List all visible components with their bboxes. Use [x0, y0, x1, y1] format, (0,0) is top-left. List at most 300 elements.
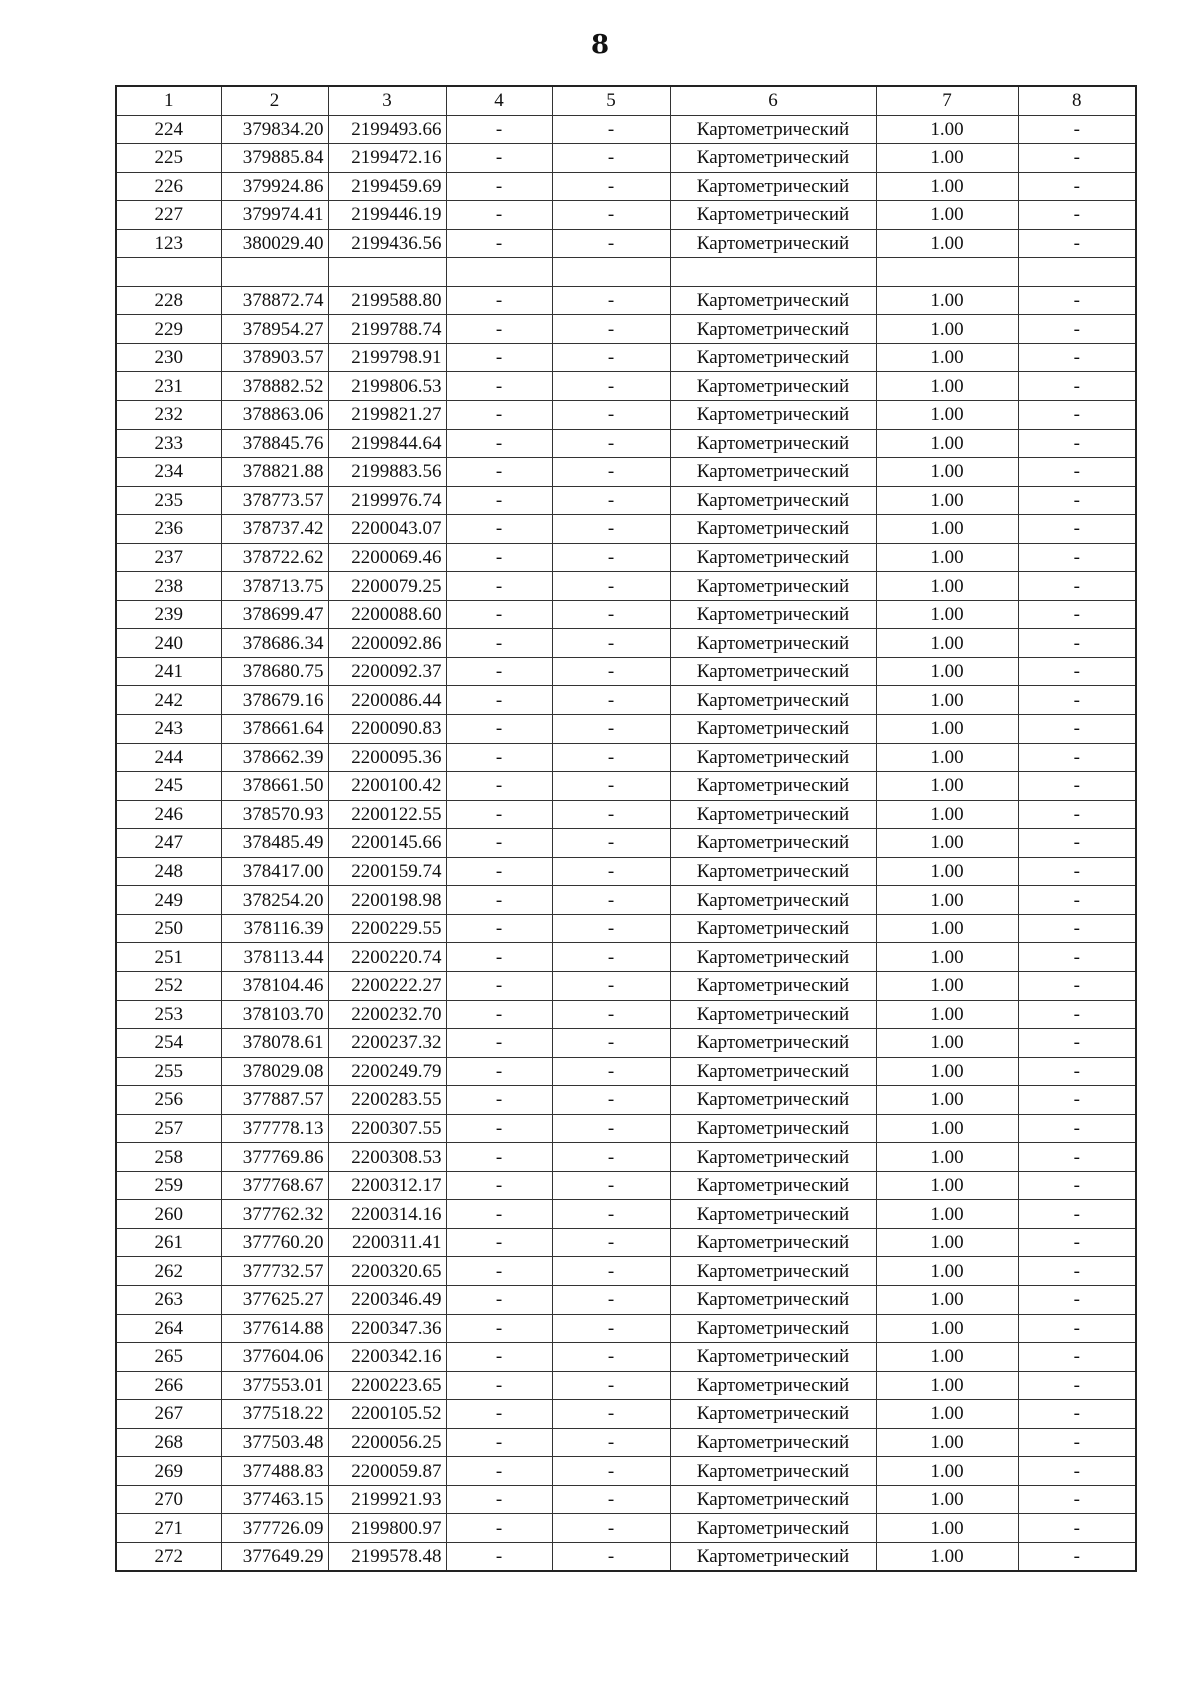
- method-cell: Картометрический: [670, 772, 876, 801]
- method-cell: Картометрический: [670, 315, 876, 344]
- accuracy-cell: 1.00: [876, 1114, 1018, 1143]
- col8-cell: -: [1018, 144, 1136, 173]
- table-row: [116, 543, 1136, 572]
- y-coordinate-cell: 2199821.27: [328, 401, 446, 430]
- table-row: [116, 1343, 1136, 1372]
- col8-cell: -: [1018, 971, 1136, 1000]
- table-row: [116, 657, 1136, 686]
- col5-cell: -: [552, 1000, 670, 1029]
- x-coordinate-cell: 380029.40: [221, 229, 328, 258]
- col8-cell: -: [1018, 943, 1136, 972]
- point-number-cell: 237: [116, 543, 221, 572]
- accuracy-cell: 1.00: [876, 315, 1018, 344]
- y-coordinate-cell: 2199806.53: [328, 372, 446, 401]
- point-number-cell: 260: [116, 1200, 221, 1229]
- method-cell: Картометрический: [670, 1314, 876, 1343]
- accuracy-cell: 1.00: [876, 1057, 1018, 1086]
- col8-cell: -: [1018, 1114, 1136, 1143]
- method-cell: Картометрический: [670, 1228, 876, 1257]
- method-cell: Картометрический: [670, 1029, 876, 1058]
- col4-cell: -: [446, 1086, 552, 1115]
- accuracy-cell: 1.00: [876, 1000, 1018, 1029]
- table-row: [116, 343, 1136, 372]
- point-number-cell: 264: [116, 1314, 221, 1343]
- col8-cell: -: [1018, 401, 1136, 430]
- x-coordinate-cell: 378254.20: [221, 886, 328, 915]
- column-header: 8: [1018, 86, 1136, 115]
- accuracy-cell: 1.00: [876, 115, 1018, 144]
- point-number-cell: 244: [116, 743, 221, 772]
- table-row: [116, 1257, 1136, 1286]
- table-row: [116, 1057, 1136, 1086]
- y-coordinate-cell: 2199788.74: [328, 315, 446, 344]
- col5-cell: -: [552, 429, 670, 458]
- method-cell: Картометрический: [670, 971, 876, 1000]
- table-row: [116, 857, 1136, 886]
- accuracy-cell: 1.00: [876, 829, 1018, 858]
- accuracy-cell: 1.00: [876, 1457, 1018, 1486]
- col5-cell: -: [552, 1428, 670, 1457]
- x-coordinate-cell: 377463.15: [221, 1485, 328, 1514]
- point-number-cell: 258: [116, 1143, 221, 1172]
- point-number-cell: 265: [116, 1343, 221, 1372]
- point-number-cell: 272: [116, 1542, 221, 1571]
- col4-cell: -: [446, 1314, 552, 1343]
- y-coordinate-cell: 2200056.25: [328, 1428, 446, 1457]
- x-coordinate-cell: 378713.75: [221, 572, 328, 601]
- method-cell: Картометрический: [670, 1143, 876, 1172]
- col8-cell: -: [1018, 115, 1136, 144]
- col8-cell: -: [1018, 629, 1136, 658]
- method-cell: Картометрический: [670, 229, 876, 258]
- accuracy-cell: 1.00: [876, 971, 1018, 1000]
- y-coordinate-cell: 2200223.65: [328, 1371, 446, 1400]
- x-coordinate-cell: 377732.57: [221, 1257, 328, 1286]
- col8-cell: -: [1018, 743, 1136, 772]
- col4-cell: [446, 258, 552, 287]
- col5-cell: -: [552, 1029, 670, 1058]
- col4-cell: -: [446, 971, 552, 1000]
- col4-cell: -: [446, 1114, 552, 1143]
- col4-cell: -: [446, 1257, 552, 1286]
- point-number-cell: 227: [116, 201, 221, 230]
- col5-cell: -: [552, 1086, 670, 1115]
- accuracy-cell: 1.00: [876, 743, 1018, 772]
- x-coordinate-cell: 377769.86: [221, 1143, 328, 1172]
- x-coordinate-cell: 378686.34: [221, 629, 328, 658]
- point-number-cell: 269: [116, 1457, 221, 1486]
- x-coordinate-cell: 379974.41: [221, 201, 328, 230]
- table-row: [116, 515, 1136, 544]
- col8-cell: -: [1018, 543, 1136, 572]
- y-coordinate-cell: 2199446.19: [328, 201, 446, 230]
- method-cell: Картометрический: [670, 600, 876, 629]
- point-number-cell: 232: [116, 401, 221, 430]
- point-number-cell: 257: [116, 1114, 221, 1143]
- method-cell: Картометрический: [670, 943, 876, 972]
- x-coordinate-cell: 378661.64: [221, 715, 328, 744]
- point-number-cell: 252: [116, 971, 221, 1000]
- accuracy-cell: 1.00: [876, 772, 1018, 801]
- y-coordinate-cell: 2200159.74: [328, 857, 446, 886]
- col4-cell: -: [446, 1171, 552, 1200]
- col4-cell: -: [446, 515, 552, 544]
- y-coordinate-cell: 2200079.25: [328, 572, 446, 601]
- method-cell: Картометрический: [670, 629, 876, 658]
- column-header: 5: [552, 86, 670, 115]
- point-number-cell: 224: [116, 115, 221, 144]
- y-coordinate-cell: 2199493.66: [328, 115, 446, 144]
- accuracy-cell: 1.00: [876, 1171, 1018, 1200]
- table-row: [116, 715, 1136, 744]
- x-coordinate-cell: 378104.46: [221, 971, 328, 1000]
- accuracy-cell: 1.00: [876, 1542, 1018, 1571]
- accuracy-cell: 1.00: [876, 201, 1018, 230]
- table-row: [116, 743, 1136, 772]
- accuracy-cell: 1.00: [876, 914, 1018, 943]
- y-coordinate-cell: 2199588.80: [328, 286, 446, 315]
- col4-cell: -: [446, 629, 552, 658]
- point-number-cell: 245: [116, 772, 221, 801]
- y-coordinate-cell: 2200122.55: [328, 800, 446, 829]
- y-coordinate-cell: 2199459.69: [328, 172, 446, 201]
- accuracy-cell: 1.00: [876, 372, 1018, 401]
- method-cell: Картометрический: [670, 144, 876, 173]
- col8-cell: -: [1018, 315, 1136, 344]
- col5-cell: -: [552, 1485, 670, 1514]
- table-row: [116, 1428, 1136, 1457]
- col5-cell: -: [552, 1542, 670, 1571]
- col4-cell: -: [446, 1485, 552, 1514]
- point-number-cell: 238: [116, 572, 221, 601]
- col5-cell: [552, 258, 670, 287]
- point-number-cell: 229: [116, 315, 221, 344]
- y-coordinate-cell: 2199578.48: [328, 1542, 446, 1571]
- point-number-cell: 234: [116, 458, 221, 487]
- method-cell: Картометрический: [670, 886, 876, 915]
- col5-cell: -: [552, 857, 670, 886]
- x-coordinate-cell: 378485.49: [221, 829, 328, 858]
- method-cell: Картометрический: [670, 572, 876, 601]
- point-number-cell: 253: [116, 1000, 221, 1029]
- table-row: [116, 429, 1136, 458]
- point-number-cell: 267: [116, 1400, 221, 1429]
- point-number-cell: 263: [116, 1285, 221, 1314]
- col8-cell: -: [1018, 1171, 1136, 1200]
- point-number-cell: 255: [116, 1057, 221, 1086]
- col4-cell: -: [446, 1228, 552, 1257]
- method-cell: Картометрический: [670, 343, 876, 372]
- x-coordinate-cell: 379885.84: [221, 144, 328, 173]
- method-cell: Картометрический: [670, 1343, 876, 1372]
- point-number-cell: 231: [116, 372, 221, 401]
- col4-cell: -: [446, 229, 552, 258]
- col5-cell: -: [552, 543, 670, 572]
- x-coordinate-cell: 377503.48: [221, 1428, 328, 1457]
- col5-cell: -: [552, 1143, 670, 1172]
- accuracy-cell: 1.00: [876, 572, 1018, 601]
- x-coordinate-cell: 378680.75: [221, 657, 328, 686]
- x-coordinate-cell: 378863.06: [221, 401, 328, 430]
- col4-cell: -: [446, 1000, 552, 1029]
- accuracy-cell: 1.00: [876, 401, 1018, 430]
- col8-cell: -: [1018, 1485, 1136, 1514]
- col4-cell: -: [446, 458, 552, 487]
- x-coordinate-cell: 378570.93: [221, 800, 328, 829]
- table-row: [116, 401, 1136, 430]
- method-cell: Картометрический: [670, 429, 876, 458]
- table-row: [116, 971, 1136, 1000]
- table-row: [116, 772, 1136, 801]
- x-coordinate-cell: 378078.61: [221, 1029, 328, 1058]
- col5-cell: -: [552, 686, 670, 715]
- method-cell: Картометрический: [670, 800, 876, 829]
- method-cell: Картометрический: [670, 1257, 876, 1286]
- table-row: [116, 258, 1136, 287]
- x-coordinate-cell: 378954.27: [221, 315, 328, 344]
- y-coordinate-cell: 2200249.79: [328, 1057, 446, 1086]
- col5-cell: -: [552, 1343, 670, 1372]
- method-cell: Картометрический: [670, 201, 876, 230]
- col5-cell: -: [552, 600, 670, 629]
- col4-cell: -: [446, 772, 552, 801]
- x-coordinate-cell: 377518.22: [221, 1400, 328, 1429]
- accuracy-cell: 1.00: [876, 1343, 1018, 1372]
- col5-cell: -: [552, 401, 670, 430]
- col4-cell: -: [446, 1371, 552, 1400]
- accuracy-cell: 1.00: [876, 857, 1018, 886]
- y-coordinate-cell: [328, 258, 446, 287]
- point-number-cell: 259: [116, 1171, 221, 1200]
- point-number-cell: 246: [116, 800, 221, 829]
- point-number-cell: [116, 258, 221, 287]
- col5-cell: -: [552, 1285, 670, 1314]
- point-number-cell: 233: [116, 429, 221, 458]
- column-header: 2: [221, 86, 328, 115]
- col5-cell: -: [552, 971, 670, 1000]
- method-cell: Картометрический: [670, 857, 876, 886]
- point-number-cell: 225: [116, 144, 221, 173]
- y-coordinate-cell: 2199976.74: [328, 486, 446, 515]
- table-row: [116, 886, 1136, 915]
- point-number-cell: 249: [116, 886, 221, 915]
- page-number: 8: [590, 30, 610, 60]
- col8-cell: -: [1018, 829, 1136, 858]
- col5-cell: -: [552, 800, 670, 829]
- col4-cell: -: [446, 144, 552, 173]
- accuracy-cell: 1.00: [876, 800, 1018, 829]
- method-cell: Картометрический: [670, 743, 876, 772]
- table-row: [116, 201, 1136, 230]
- table-row: [116, 1228, 1136, 1257]
- accuracy-cell: 1.00: [876, 600, 1018, 629]
- x-coordinate-cell: 378737.42: [221, 515, 328, 544]
- method-cell: Картометрический: [670, 657, 876, 686]
- col8-cell: -: [1018, 1371, 1136, 1400]
- col8-cell: -: [1018, 1457, 1136, 1486]
- col5-cell: -: [552, 572, 670, 601]
- point-number-cell: 248: [116, 857, 221, 886]
- column-header: 7: [876, 86, 1018, 115]
- col4-cell: -: [446, 286, 552, 315]
- table-row: [116, 229, 1136, 258]
- table-row: [116, 1514, 1136, 1543]
- method-cell: Картометрический: [670, 1542, 876, 1571]
- point-number-cell: 247: [116, 829, 221, 858]
- x-coordinate-cell: 378113.44: [221, 943, 328, 972]
- header-row: [116, 86, 1136, 115]
- accuracy-cell: 1.00: [876, 1514, 1018, 1543]
- x-coordinate-cell: 378845.76: [221, 429, 328, 458]
- col5-cell: -: [552, 743, 670, 772]
- col4-cell: -: [446, 886, 552, 915]
- accuracy-cell: 1.00: [876, 1086, 1018, 1115]
- method-cell: [670, 258, 876, 287]
- method-cell: Картометрический: [670, 1428, 876, 1457]
- col4-cell: -: [446, 829, 552, 858]
- col8-cell: -: [1018, 657, 1136, 686]
- accuracy-cell: 1.00: [876, 1029, 1018, 1058]
- col8-cell: -: [1018, 172, 1136, 201]
- accuracy-cell: 1.00: [876, 343, 1018, 372]
- col8-cell: -: [1018, 800, 1136, 829]
- col5-cell: -: [552, 172, 670, 201]
- y-coordinate-cell: 2199921.93: [328, 1485, 446, 1514]
- col4-cell: -: [446, 1542, 552, 1571]
- x-coordinate-cell: 377762.32: [221, 1200, 328, 1229]
- x-coordinate-cell: 378417.00: [221, 857, 328, 886]
- col5-cell: -: [552, 1514, 670, 1543]
- col8-cell: -: [1018, 286, 1136, 315]
- y-coordinate-cell: 2200043.07: [328, 515, 446, 544]
- col4-cell: -: [446, 1514, 552, 1543]
- y-coordinate-cell: 2200086.44: [328, 686, 446, 715]
- col8-cell: -: [1018, 1514, 1136, 1543]
- accuracy-cell: 1.00: [876, 172, 1018, 201]
- table-row: [116, 572, 1136, 601]
- col8-cell: -: [1018, 1228, 1136, 1257]
- x-coordinate-cell: 377649.29: [221, 1542, 328, 1571]
- table-row: [116, 1000, 1136, 1029]
- point-number-cell: 266: [116, 1371, 221, 1400]
- y-coordinate-cell: 2199883.56: [328, 458, 446, 487]
- table-row: [116, 486, 1136, 515]
- method-cell: Картометрический: [670, 1400, 876, 1429]
- col4-cell: -: [446, 572, 552, 601]
- method-cell: Картометрический: [670, 1371, 876, 1400]
- method-cell: Картометрический: [670, 1200, 876, 1229]
- table-row: [116, 458, 1136, 487]
- col4-cell: -: [446, 657, 552, 686]
- point-number-cell: 242: [116, 686, 221, 715]
- x-coordinate-cell: 377778.13: [221, 1114, 328, 1143]
- y-coordinate-cell: 2200307.55: [328, 1114, 446, 1143]
- y-coordinate-cell: 2199472.16: [328, 144, 446, 173]
- accuracy-cell: 1.00: [876, 1371, 1018, 1400]
- col5-cell: -: [552, 1171, 670, 1200]
- col8-cell: -: [1018, 572, 1136, 601]
- col8-cell: -: [1018, 1143, 1136, 1172]
- col5-cell: -: [552, 1400, 670, 1429]
- col5-cell: -: [552, 914, 670, 943]
- col4-cell: -: [446, 1200, 552, 1229]
- col8-cell: -: [1018, 886, 1136, 915]
- accuracy-cell: 1.00: [876, 1428, 1018, 1457]
- col8-cell: -: [1018, 686, 1136, 715]
- col5-cell: -: [552, 201, 670, 230]
- accuracy-cell: 1.00: [876, 144, 1018, 173]
- table-row: [116, 1314, 1136, 1343]
- column-header: 1: [116, 86, 221, 115]
- point-number-cell: 262: [116, 1257, 221, 1286]
- column-header: 4: [446, 86, 552, 115]
- x-coordinate-cell: 378722.62: [221, 543, 328, 572]
- col8-cell: -: [1018, 1200, 1136, 1229]
- point-number-cell: 243: [116, 715, 221, 744]
- y-coordinate-cell: 2200095.36: [328, 743, 446, 772]
- point-number-cell: 251: [116, 943, 221, 972]
- accuracy-cell: 1.00: [876, 715, 1018, 744]
- col5-cell: -: [552, 315, 670, 344]
- table-row: [116, 1371, 1136, 1400]
- col4-cell: -: [446, 857, 552, 886]
- accuracy-cell: 1.00: [876, 1400, 1018, 1429]
- col5-cell: -: [552, 886, 670, 915]
- y-coordinate-cell: 2200320.65: [328, 1257, 446, 1286]
- accuracy-cell: 1.00: [876, 429, 1018, 458]
- col5-cell: -: [552, 629, 670, 658]
- x-coordinate-cell: 377604.06: [221, 1343, 328, 1372]
- x-coordinate-cell: 378103.70: [221, 1000, 328, 1029]
- table-row: [116, 1143, 1136, 1172]
- method-cell: Картометрический: [670, 115, 876, 144]
- method-cell: Картометрический: [670, 401, 876, 430]
- table-row: [116, 686, 1136, 715]
- accuracy-cell: 1.00: [876, 515, 1018, 544]
- table-row: [116, 172, 1136, 201]
- x-coordinate-cell: 377614.88: [221, 1314, 328, 1343]
- col4-cell: -: [446, 686, 552, 715]
- point-number-cell: 271: [116, 1514, 221, 1543]
- method-cell: Картометрический: [670, 543, 876, 572]
- x-coordinate-cell: 377488.83: [221, 1457, 328, 1486]
- accuracy-cell: 1.00: [876, 686, 1018, 715]
- y-coordinate-cell: 2200059.87: [328, 1457, 446, 1486]
- accuracy-cell: 1.00: [876, 486, 1018, 515]
- col5-cell: -: [552, 515, 670, 544]
- col5-cell: -: [552, 657, 670, 686]
- y-coordinate-cell: 2200347.36: [328, 1314, 446, 1343]
- method-cell: Картометрический: [670, 458, 876, 487]
- y-coordinate-cell: 2200092.37: [328, 657, 446, 686]
- point-number-cell: 230: [116, 343, 221, 372]
- x-coordinate-cell: 377768.67: [221, 1171, 328, 1200]
- accuracy-cell: 1.00: [876, 886, 1018, 915]
- table-row: [116, 829, 1136, 858]
- x-coordinate-cell: 378029.08: [221, 1057, 328, 1086]
- col8-cell: -: [1018, 1314, 1136, 1343]
- col5-cell: -: [552, 144, 670, 173]
- col5-cell: -: [552, 115, 670, 144]
- x-coordinate-cell: 378116.39: [221, 914, 328, 943]
- y-coordinate-cell: 2200198.98: [328, 886, 446, 915]
- point-number-cell: 226: [116, 172, 221, 201]
- x-coordinate-cell: 378699.47: [221, 600, 328, 629]
- x-coordinate-cell: 378661.50: [221, 772, 328, 801]
- col5-cell: -: [552, 772, 670, 801]
- col5-cell: -: [552, 1228, 670, 1257]
- col8-cell: -: [1018, 486, 1136, 515]
